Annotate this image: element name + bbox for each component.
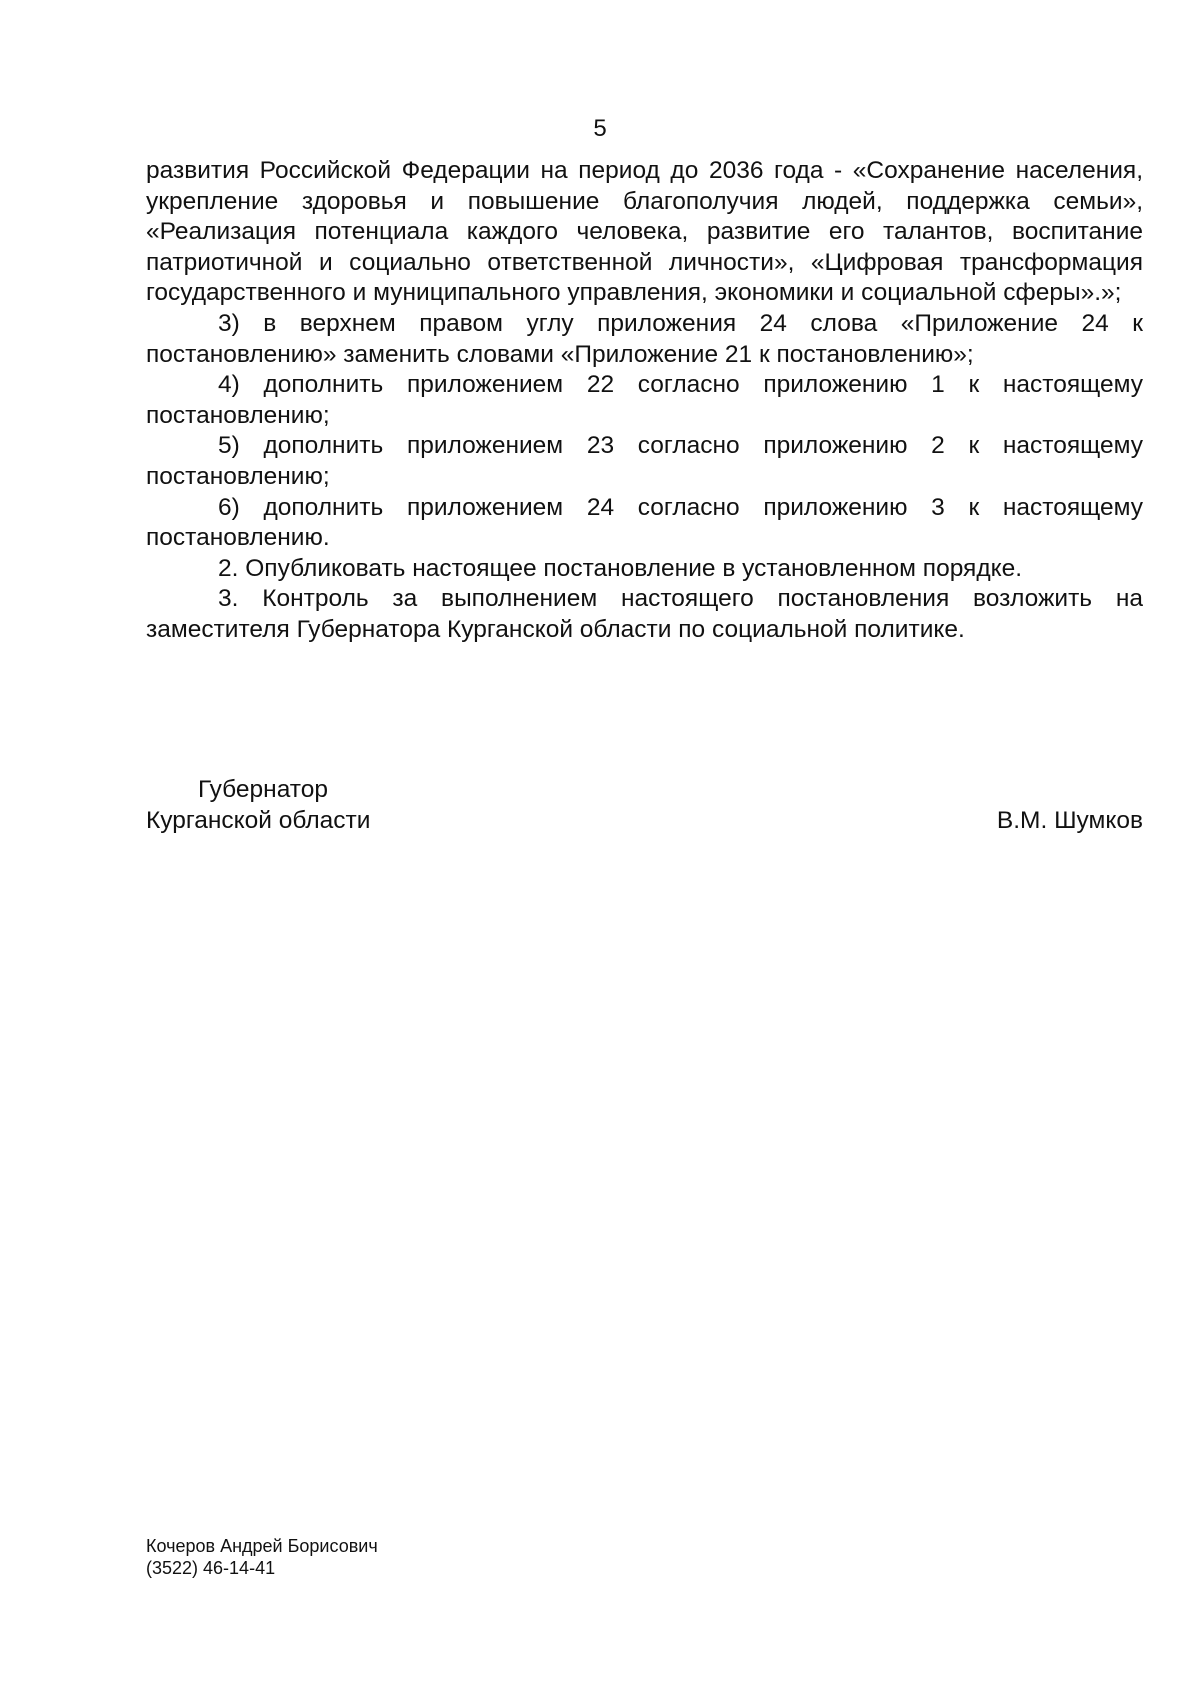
- contact-name: Кочеров Андрей Борисович: [146, 1536, 378, 1556]
- signatory-name: В.М. Шумков: [996, 806, 1143, 834]
- page-number: 5: [593, 115, 607, 142]
- paragraph-continuation: развития Российской Федерации на период до 2036 года - «Сохранение населения, укрепление здоровья и повышение благополучия людей, поддержка семьи», «Реализация потенциала каждого человека, развитие его талантов, воспитание патриотичной и социально ответственной личности», «Цифровая трансформация государственного и муниципального управления, экономики и социальной сферы».»;: [146, 157, 1143, 307]
- contact-block: [146, 1535, 378, 1579]
- signature-row: [146, 806, 1143, 837]
- paragraph-control: 3. Контроль за выполнением настоящего постановления возложить на заместителя Губернатора Курганской области по социальной политике.: [146, 585, 1143, 643]
- paragraph-item-6: 6) дополнить приложением 24 согласно приложению 3 к настоящему постановлению.: [146, 493, 1143, 552]
- paragraph-item-4: 4) дополнить приложением 22 согласно приложению 1 к настоящему постановлению;: [146, 371, 1143, 429]
- signature-block: [146, 775, 1143, 836]
- paragraph-item-5: 5) дополнить приложением 23 согласно приложению 2 к настоящему постановлению;: [146, 432, 1143, 490]
- signature-title-line2: Курганской области: [146, 806, 371, 834]
- contact-phone: (3522) 46-14-41: [146, 1558, 276, 1578]
- paragraph-publish: 2. Опубликовать настоящее постановление в установленном порядке.: [218, 554, 1023, 582]
- document-body: [146, 156, 1143, 646]
- signature-title-line1: Губернатор: [198, 776, 328, 803]
- paragraph-item-3: 3) в верхнем правом углу приложения 24 слова «Приложение 24 к постановлению» заменить словами «Приложение 21 к постановлению»;: [146, 309, 1143, 368]
